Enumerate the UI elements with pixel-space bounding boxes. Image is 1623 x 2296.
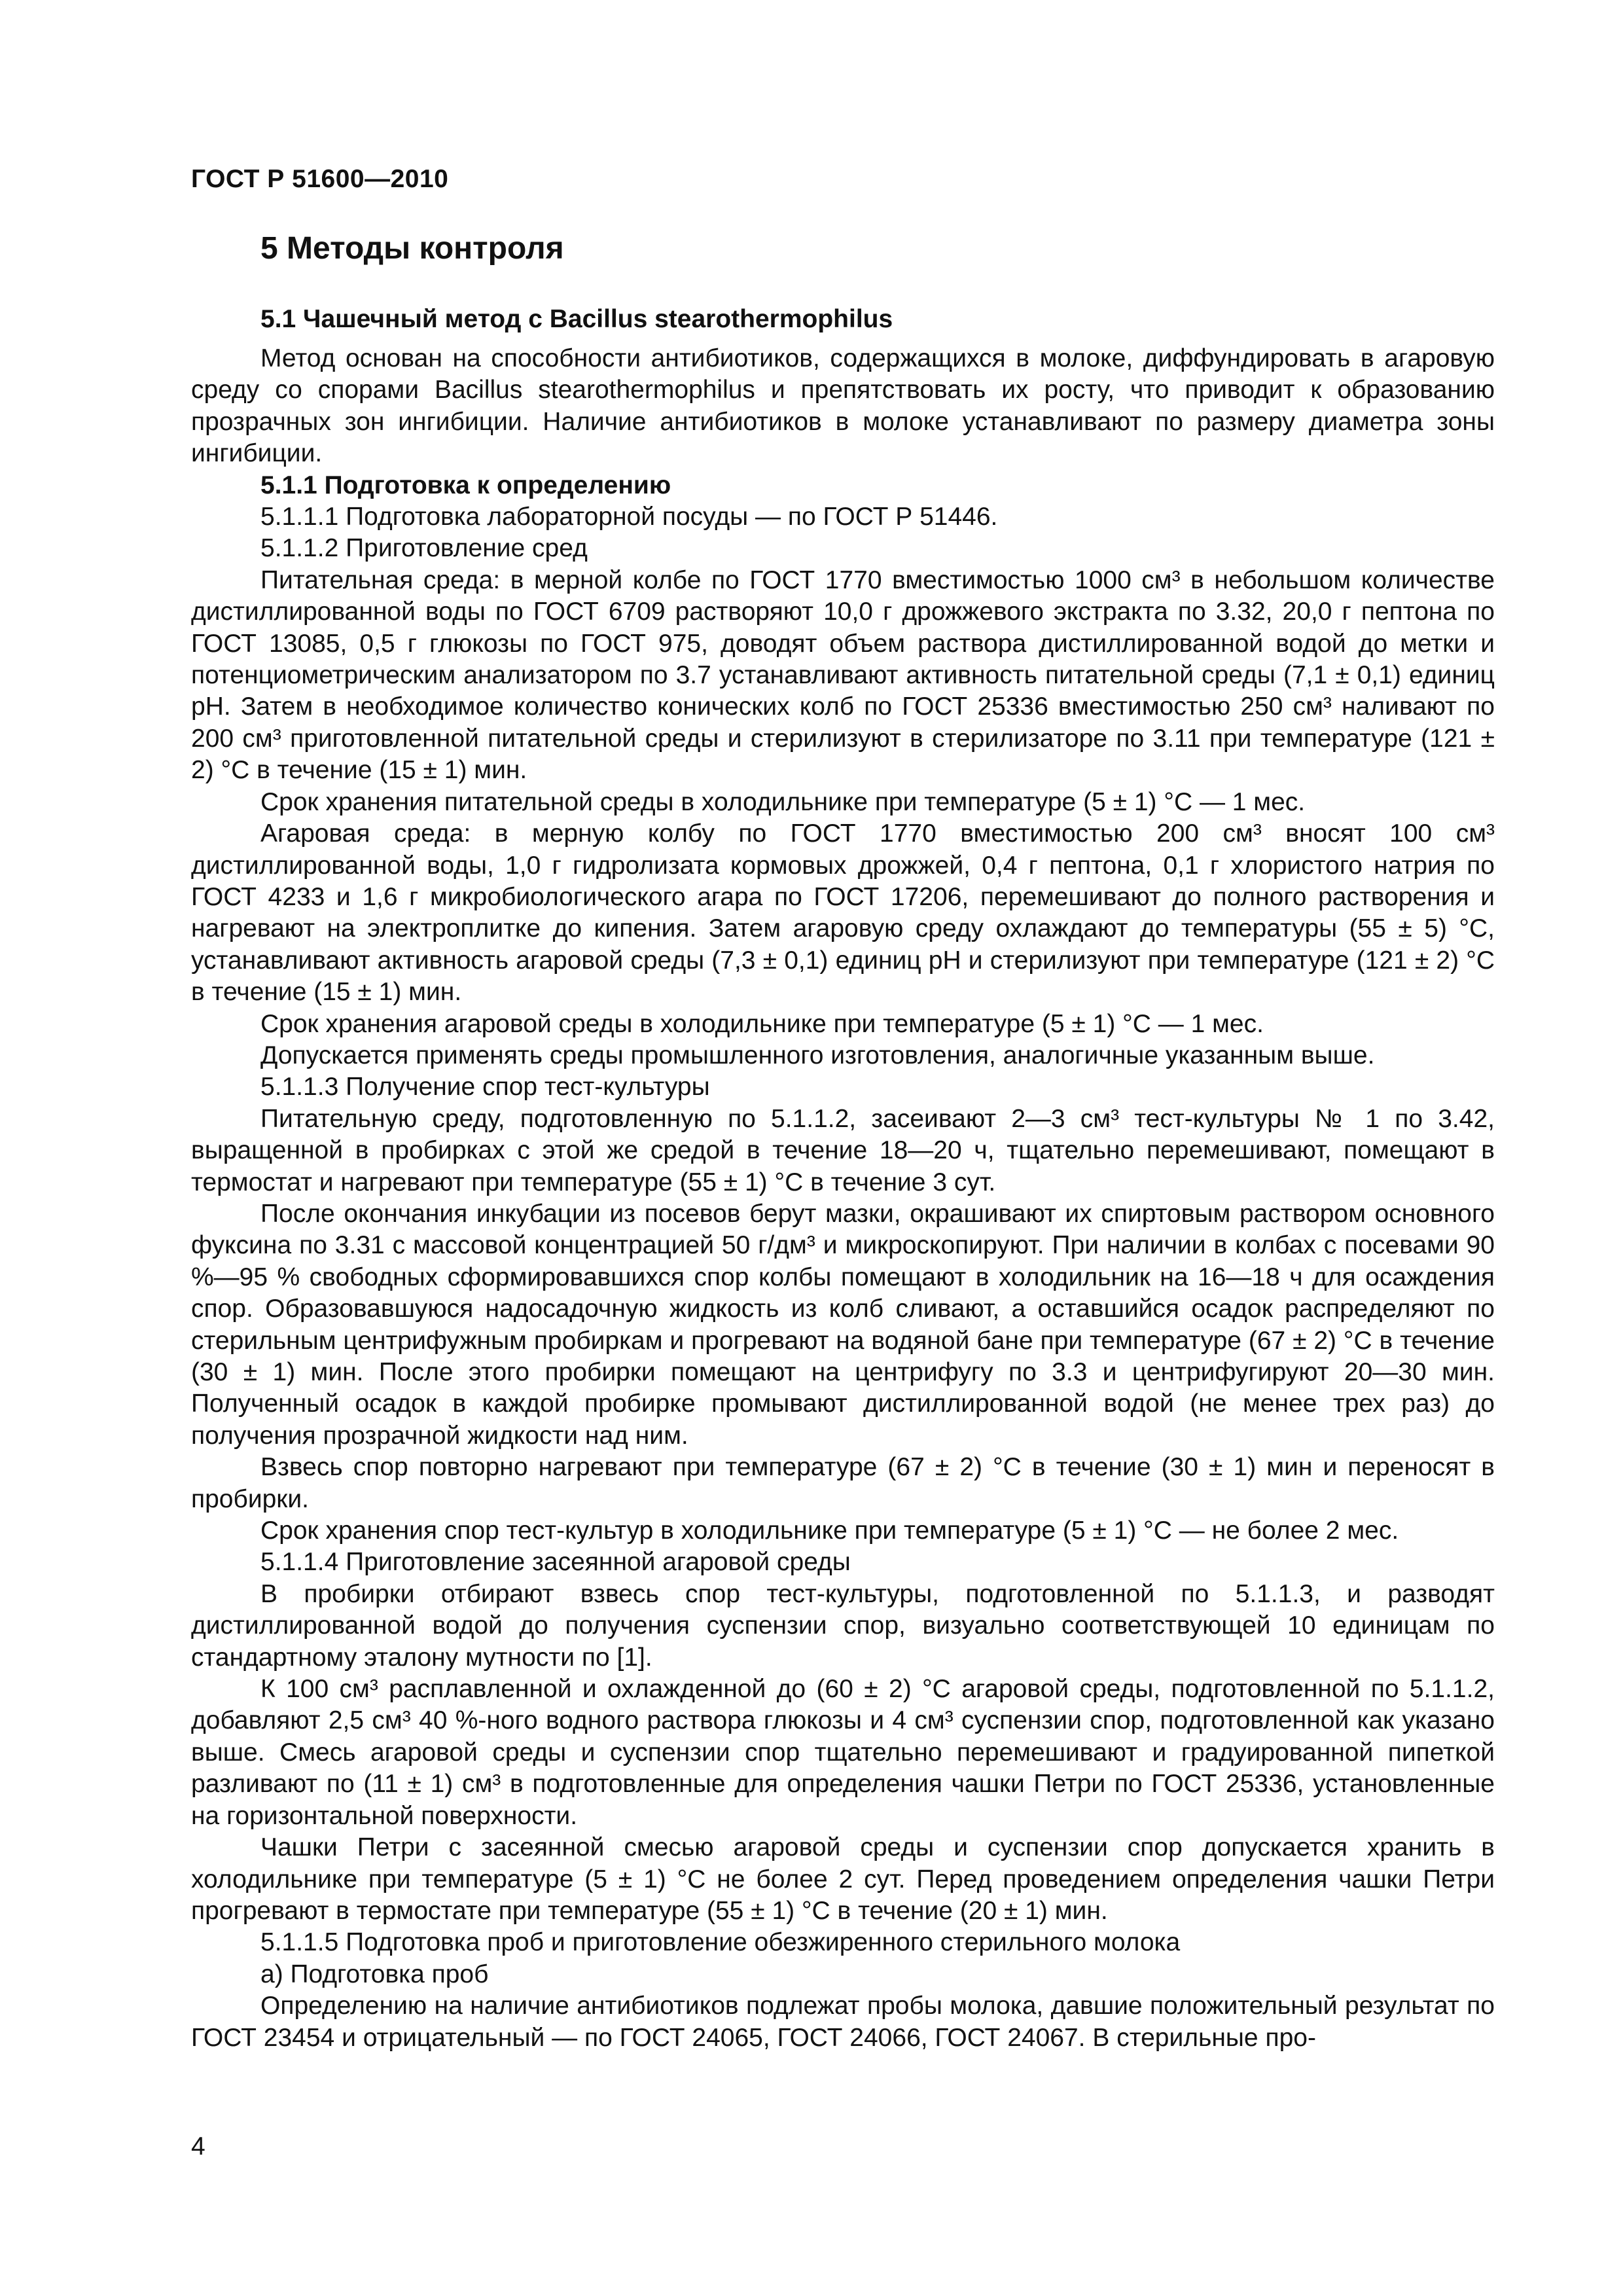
section-heading: 5 Методы контроля xyxy=(260,231,564,266)
paragraph: Допускается применять среды промышленного изготовления, аналогичные указанным выше. xyxy=(260,1041,1375,1069)
paragraph: Агаровая среда: в мерную колбу по ГОСТ 1770 вместимостью 200 см³ вносят 100 см³ дистиллированной воды, 1,0 г гидролизата кормовых дрожжей, 0,4 г пептона, 0,1 г хлористого натрия по ГОСТ 4233 и 1,6 г микробиологического агара по ГОСТ 17206, перемешивают до полного растворения и нагревают на электроплитке до кипения. Затем агаровую среду охлаждают до температуры (55 ± 5) °С, устанавливают активность агаровой среды (7,3 ± 0,1) единиц pH и стерилизуют при температуре (121 ± 2) °С в течение (15 ± 1) мин. xyxy=(191,819,1495,1007)
paragraph: К 100 см³ расплавленной и охлажденной до (60 ± 2) °С агаровой среды, подготовленной по 5.1.1.2, добавляют 2,5 см³ 40 %-ного водного раствора глюкозы и 4 см³ суспензии спор, подготовленной как указано выше. Смесь агаровой среды и суспензии спор тщательно перемешивают и градуированной пипеткой разливают по (11 ± 1) см³ в подготовленные для определения чашки Петри по ГОСТ 25336, установленные на горизонтальной поверхности. xyxy=(191,1675,1495,1830)
standard-designation: ГОСТ Р 51600—2010 xyxy=(191,165,449,193)
paragraph: 5.1.1.4 Приготовление засеянной агаровой среды xyxy=(260,1548,851,1577)
paragraph: 5.1.1.1 Подготовка лабораторной посуды — по ГОСТ Р 51446. xyxy=(260,503,998,531)
paragraph: Срок хранения питательной среды в холодильнике при температуре (5 ± 1) °С — 1 мес. xyxy=(260,787,1306,816)
paragraph: Определению на наличие антибиотиков подлежат пробы молока, давшие положительный результат по ГОСТ 23454 и отрицательный — по ГОСТ 24065, ГОСТ 24066, ГОСТ 24067. В стерильные про- xyxy=(191,1992,1495,2052)
body-text xyxy=(191,343,1495,2054)
paragraph: 5.1.1.5 Подготовка проб и приготовление обезжиренного стерильного молока xyxy=(260,1928,1181,1957)
paragraph: Срок хранения агаровой среды в холодильнике при температуре (5 ± 1) °С — 1 мес. xyxy=(260,1009,1264,1038)
paragraph: а) Подготовка проб xyxy=(260,1960,489,1988)
paragraph: В пробирки отбирают взвесь спор тест-культуры, подготовленной по 5.1.1.3, и разводят дистиллированной водой до получения суспензии спор, визуально соответствующей 10 единицам по стандартному эталону мутности по [1]. xyxy=(191,1579,1495,1672)
paragraph: Метод основан на способности антибиотиков, содержащихся в молоке, диффундировать в агаровую среду со спорами Bacillus stearothermophilus и препятствовать их росту, что приводит к образованию прозрачных зон ингибиции. Наличие антибиотиков в молоке устанавливают по размеру диаметра зоны ингибиции. xyxy=(191,344,1495,468)
paragraph: Взвесь спор повторно нагревают при температуре (67 ± 2) °С в течение (30 ± 1) мин и переносят в пробирки. xyxy=(191,1453,1495,1513)
paragraph: Питательную среду, подготовленную по 5.1.1.2, засеивают 2—3 см³ тест-культуры № 1 по 3.42, выращенной в пробирках с этой же средой в течение 18—20 ч, тщательно перемешивают, помещают в термостат и нагревают при температуре (55 ± 1) °С в течение 3 сут. xyxy=(191,1104,1495,1196)
paragraph: 5.1.1.2 Приготовление сред xyxy=(260,534,588,563)
paragraph: Чашки Петри с засеянной смесью агаровой среды и суспензии спор допускается хранить в холодильнике при температуре (5 ± 1) °С не более 2 сут. Перед проведением определения чашки Петри прогревают в термостате при температуре (55 ± 1) °С в течение (20 ± 1) мин. xyxy=(191,1833,1495,1925)
paragraph: Срок хранения спор тест-культур в холодильнике при температуре (5 ± 1) °С — не более 2 мес. xyxy=(260,1516,1399,1545)
subsection-heading: 5.1 Чашечный метод с Bacillus stearothermophilus xyxy=(260,305,893,333)
clause-heading: 5.1.1 Подготовка к определению xyxy=(260,471,671,499)
paragraph: После окончания инкубации из посевов берут мазки, окрашивают их спиртовым раствором основного фуксина по 3.31 с массовой концентрацией 50 г/дм³ и микроскопируют. При наличии в колбах с посевами 90 %—95 % свободных сформировавшихся спор колбы помещают в холодильник на 16—18 ч для осаждения спор. Образовавшуюся надосадочную жидкость из колб сливают, а оставшийся осадок распределяют по стерильным центрифужным пробиркам и прогревают на водяной бане при температуре (67 ± 2) °С в течение (30 ± 1) мин. После этого пробирки помещают на центрифугу по 3.3 и центрифугируют 20—30 мин. Полученный осадок в каждой пробирке промывают дистиллированной водой (не менее трех раз) до получения прозрачной жидкости над ним. xyxy=(191,1199,1495,1450)
paragraph: Питательная среда: в мерной колбе по ГОСТ 1770 вместимостью 1000 см³ в небольшом количестве дистиллированной воды по ГОСТ 6709 растворяют 10,0 г дрожжевого экстракта по 3.32, 20,0 г пептона по ГОСТ 13085, 0,5 г глюкозы по ГОСТ 975, доводят объем раствора дистиллированной водой до метки и потенциометрическим анализатором по 3.7 устанавливают активность питательной среды (7,1 ± 0,1) единиц pH. Затем в необходимое количество конических колб по ГОСТ 25336 вместимостью 250 см³ наливают по 200 см³ приготовленной питательной среды и стерилизуют в стерилизаторе по 3.11 при температуре (121 ± 2) °С в течение (15 ± 1) мин. xyxy=(191,565,1495,785)
page-number: 4 xyxy=(191,2132,205,2161)
paragraph: 5.1.1.3 Получение спор тест-культуры xyxy=(260,1073,710,1102)
